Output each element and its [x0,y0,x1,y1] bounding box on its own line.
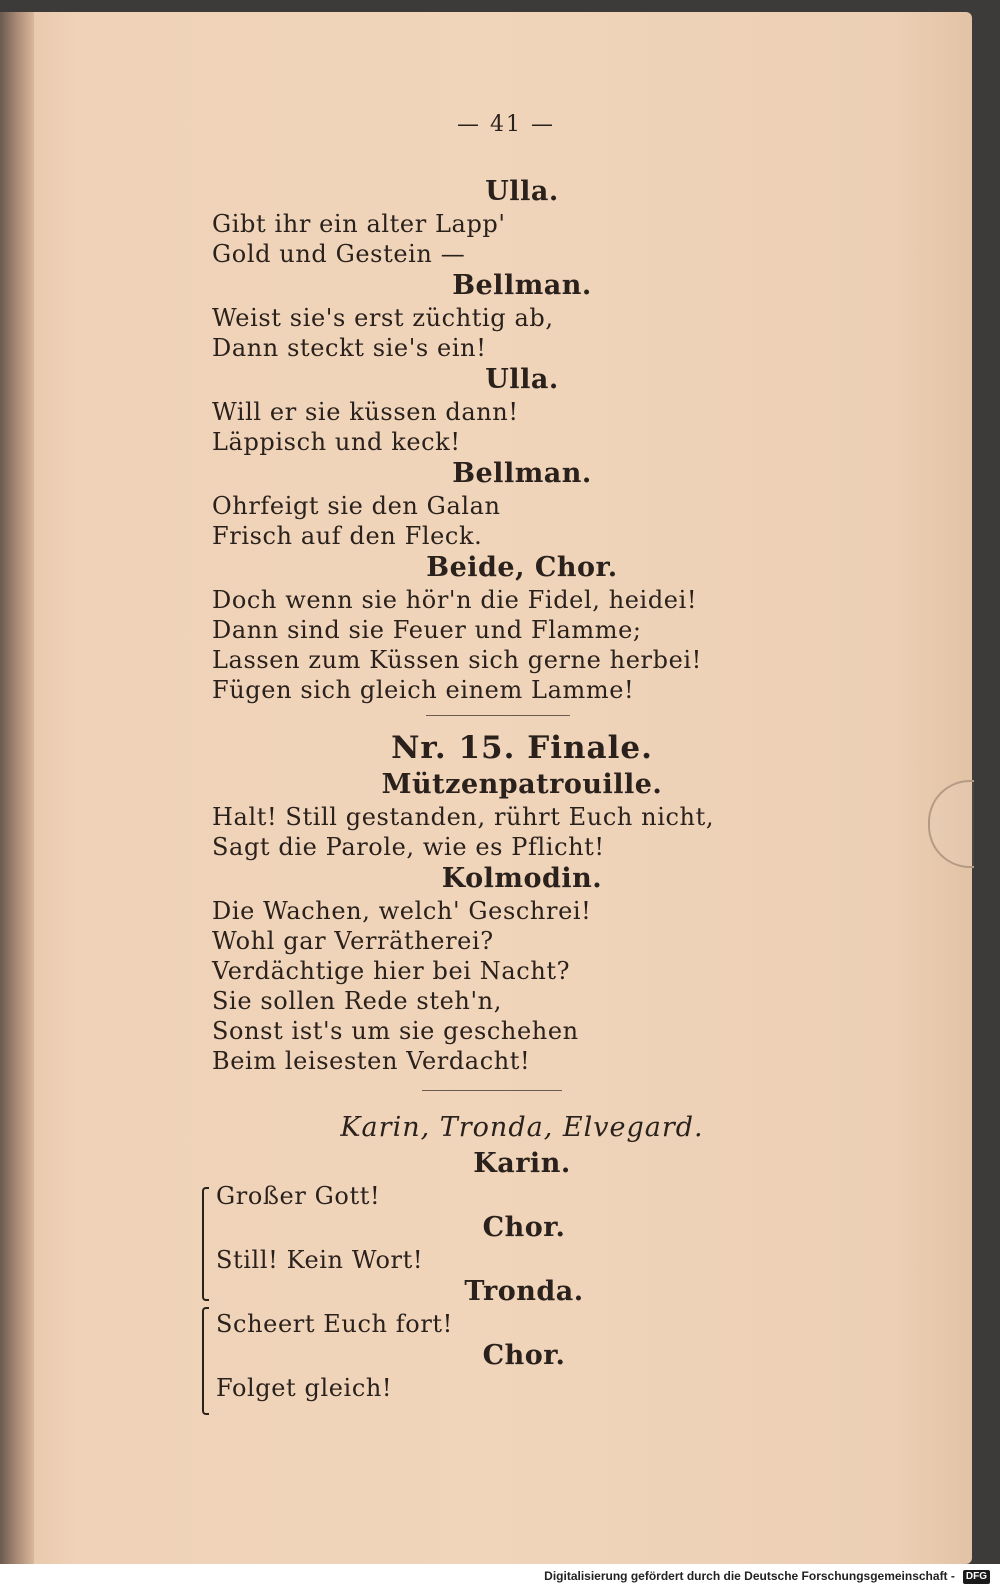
dfg-logo-icon: DFG [963,1570,990,1584]
speaker-name: Chor. [482,1340,566,1371]
verse-line: Lassen zum Küssen sich gerne herbei! [212,646,702,674]
page-content [212,112,772,1403]
speaker-name: Kolmodin. [441,863,603,894]
brace-mark [202,1187,209,1301]
verse-line: Halt! Still gestanden, rührt Euch nicht, [212,803,715,831]
section-title: Nr. 15. Finale. [391,730,653,766]
brace-mark [202,1307,209,1415]
verse-line: Verdächtige hier bei Nacht? [212,957,571,985]
section-divider [426,715,570,716]
verse-line: Weist sie's erst züchtig ab, [212,304,554,332]
speaker-name: Beide, Chor. [426,552,618,583]
speaker-name: Ulla. [485,364,559,395]
speaker-name: Karin. [473,1148,571,1179]
verse-line: Gibt ihr ein alter Lapp' [212,210,506,238]
footer-credit: Digitalisierung gefördert durch die Deutsche Forschungsgemeinschaft - [544,1569,955,1583]
verse-line: Dann sind sie Feuer und Flamme; [212,616,642,644]
characters-heading: Karin, Tronda, Elvegard. [340,1112,704,1143]
verse-line: Doch wenn sie hör'n die Fidel, heidei! [212,586,698,614]
verse-line: Scheert Euch fort! [216,1310,453,1338]
verse-line: Sagt die Parole, wie es Pflicht! [212,833,605,861]
verse-line: Ohrfeigt sie den Galan [212,492,501,520]
section-divider [422,1090,562,1091]
speaker-name: Mützenpatrouille. [381,769,663,800]
bracketed-dialogue [212,1181,772,1403]
verse-line: Will er sie küssen dann! [212,398,519,426]
verse-line: Sonst ist's um sie geschehen [212,1017,579,1045]
digitization-footer [0,1564,1000,1588]
verse-line: Beim leisesten Verdacht! [212,1047,531,1075]
speaker-name: Ulla. [485,176,559,207]
verse-line: Dann steckt sie's ein! [212,334,487,362]
verse-line: Großer Gott! [216,1182,381,1210]
verse-line: Läppisch und keck! [212,428,461,456]
page-number: — 41 — [457,112,555,137]
verse-line: Sie sollen Rede steh'n, [212,987,502,1015]
verse-line: Fügen sich gleich einem Lamme! [212,676,635,704]
speaker-name: Bellman. [452,458,592,489]
book-page [0,12,972,1564]
book-spine [0,12,34,1564]
verse-line: Die Wachen, welch' Geschrei! [212,897,592,925]
speaker-name: Bellman. [452,270,592,301]
verse-line: Gold und Gestein — [212,240,466,268]
verse-line: Folget gleich! [216,1374,393,1402]
verse-line: Frisch auf den Fleck. [212,522,483,550]
page-tab-marker [928,780,974,868]
verse-line: Wohl gar Verrätherei? [212,927,494,955]
speaker-name: Chor. [482,1212,566,1243]
verse-line: Still! Kein Wort! [216,1246,424,1274]
speaker-name: Tronda. [464,1276,584,1307]
